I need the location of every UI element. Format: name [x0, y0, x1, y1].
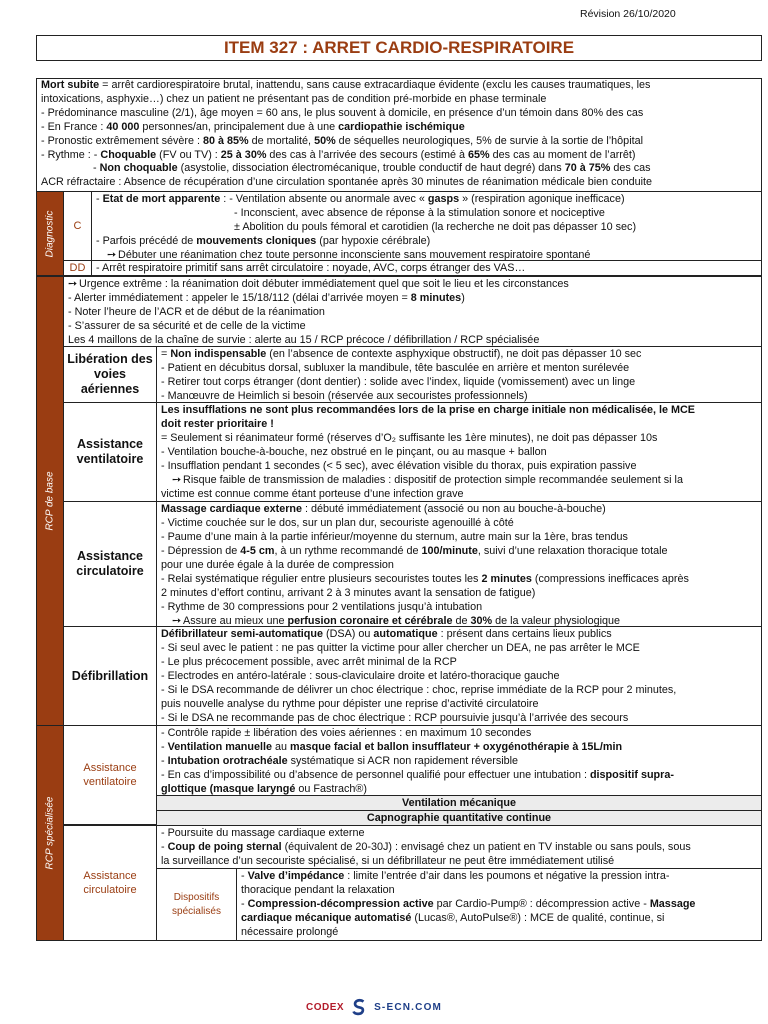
intro-line: - Pronostic extrêmement sévère : 80 à 85% de mortalité, 50% de séquelles neurologiques, 5% de survie à la sortie de l’hôpital: [41, 134, 643, 147]
lva-line: - Retirer tout corps étranger (dont dentier) : solide avec l’index, liquide (vomissement) avec un linge: [161, 376, 636, 388]
disp-line: nécessaire prolongé: [241, 926, 339, 938]
lva-line: = Non indispensable (en l’absence de contexte asphyxique obstructif), ne doit pas dépasser 10 sec: [161, 348, 642, 360]
av-line: Les insufflations ne sont plus recommandées lors de la prise en charge initiale non médicalisée, le MCE: [161, 404, 696, 416]
def-line: - Electrodes en antéro-latérale : sous-claviculaire droite et latéro-thoracique gauche: [161, 670, 560, 682]
def-label: Défibrillation: [63, 626, 157, 726]
av-label: Assistance ventilatoire: [63, 402, 157, 502]
ac-line: - Relai systématique régulier entre plusieurs secouristes toutes les 2 minutes (compressions inefficaces après: [161, 573, 689, 585]
ac-line: - Dépression de 4-5 cm, à un rythme recommandé de 100/minute, suivi d’une relaxation thoracique totale: [161, 545, 668, 557]
ac-line: - Rythme de 30 compressions pour 2 ventilations jusqu’à intubation: [161, 601, 483, 613]
av-line: = Seulement si réanimateur formé (réserves d’O₂ suffisante les 1ère minutes), ne doit pas dépasser 10s: [161, 432, 658, 444]
av-line: ➙ Risque faible de transmission de maladies : dispositif de protection simple recommandée seulement si la: [172, 474, 683, 486]
diag-dd-line: - Arrêt respiratoire primitif sans arrêt circulatoire : noyade, AVC, corps étranger des VAS…: [96, 262, 526, 274]
intro-line: - Prédominance masculine (2/1), âge moyen = 60 ans, le plus souvent à domicile, en présence d’un témoin dans 80% des cas: [41, 106, 644, 119]
section-diagnostic: Diagnostic: [36, 191, 64, 276]
diag-line: - Parfois précédé de mouvements cloniques (par hypoxie cérébrale): [96, 235, 431, 247]
capnographie: Capnographie quantitative continue: [156, 810, 762, 826]
section-rcp-specialisee: RCP spécialisée: [36, 725, 64, 941]
def-content: [156, 626, 762, 726]
base-top-line: - S’assurer de sa sécurité et de celle de la victime: [68, 320, 306, 332]
intro-line: - Non choquable (asystolie, dissociation électromécanique, trouble conductif de haut degré) dans 70 à 75% des cas: [93, 162, 651, 175]
base-top-line: Les 4 maillons de la chaîne de survie : alerte au 15 / RCP précoce / défibrillation / RCP spécialisée: [68, 334, 540, 346]
ac-line: ➙ Assure au mieux une perfusion coronaire et cérébrale de 30% de la valeur physiologique: [172, 615, 620, 627]
spec-ac-line: - Poursuite du massage cardiaque externe: [161, 827, 365, 839]
spec-av-content: [156, 725, 762, 796]
ac-line: 2 minutes d’effort continu, arrivant 2 à 3 minutes avant la sensation de fatigue): [161, 587, 536, 599]
ac-line: - Paume d’une main à la partie inférieur/moyenne du sternum, autre main sur la 1ère, bras tendus: [161, 531, 628, 543]
ac-line: Massage cardiaque externe : débuté immédiatement (associé ou non au bouche-à-bouche): [161, 503, 606, 515]
def-line: - Si le DSA recommande de délivrer un choc électrique : choc, reprise immédiate de la RCP pour 2 minutes,: [161, 684, 677, 696]
dispositifs-content: [236, 868, 762, 941]
disp-line: - Valve d’impédance : limite l’entrée d’air dans les poumons et négative la pression intra-: [241, 870, 670, 882]
spec-av-line: - Ventilation manuelle au masque facial et ballon insufflateur + oxygénothérapie à 15L/min: [161, 741, 623, 753]
av-line: doit rester prioritaire !: [161, 418, 274, 430]
diag-line: ± Abolition du pouls fémoral et carotidien (la recherche ne doit pas dépasser 10 sec): [234, 221, 637, 233]
footer-logo: [306, 998, 442, 1016]
intro-line: - En France : 40 000 personnes/an, principalement due à une cardiopathie ischémique: [41, 120, 465, 133]
spec-av-line: glottique (masque laryngé ou Fastrach®): [161, 783, 367, 795]
def-line: - Si le DSA ne recommande pas de choc électrique : RCP poursuivie jusqu’à l’arrivée des secours: [161, 712, 629, 724]
av-content: [156, 402, 762, 502]
section-rcp-base: RCP de base: [36, 276, 64, 726]
av-line: - Ventilation bouche-à-bouche, nez obstrué en le pinçant, ou au masque + ballon: [161, 446, 547, 458]
av-line: victime est connue comme étant porteuse d’une infection grave: [161, 488, 464, 500]
intro-line: intoxications, asphyxie…) chez un patient ne présentant pas de condition pré-morbide en phase terminale: [41, 92, 547, 105]
diag-line: ➙ Débuter une réanimation chez toute personne inconsciente sans mouvement respiratoire spontané: [107, 249, 591, 261]
spec-av-line: - Intubation orotrachéale systématique si ACR non rapidement réversible: [161, 755, 519, 767]
diag-dd-label: DD: [63, 260, 92, 276]
ac-content: [156, 501, 762, 627]
spec-ac-content: [156, 825, 762, 869]
base-top-line: - Alerter immédiatement : appeler le 15/18/112 (délai d’arrivée moyen = 8 minutes): [68, 292, 465, 304]
lva-line: - Manœuvre de Heimlich si besoin (réservée aux secouristes professionnels): [161, 390, 528, 402]
page-title: ITEM 327 : ARRET CARDIO-RESPIRATOIRE: [36, 35, 762, 61]
def-line: - Le plus précocement possible, avec arrêt minimal de la RCP: [161, 656, 457, 668]
ac-line: - Victime couchée sur le dos, sur un plan dur, secouriste agenouillé à côté: [161, 517, 514, 529]
dispositifs-label: Dispositifs spécialisés: [156, 868, 237, 941]
ventilation-mecanique: Ventilation mécanique: [156, 795, 762, 811]
ac-label: Assistance circulatoire: [63, 501, 157, 627]
def-line: - Si seul avec le patient : ne pas quitter la victime pour aller chercher un DEA, ne pas arrêter le MCE: [161, 642, 640, 654]
diag-dd-content: [91, 260, 762, 276]
s-ecn-logo-icon: [350, 998, 368, 1016]
spec-ac-line: - Coup de poing sternal (équivalent de 20-30J) : envisagé chez un patient en TV instable ou sans pouls, sous: [161, 841, 691, 853]
av-line: - Insufflation pendant 1 secondes (< 5 sec), avec élévation visible du thorax, puis expiration passive: [161, 460, 637, 472]
lva-line: - Patient en décubitus dorsal, subluxer la mandibule, tête basculée en arrière et menton surélevée: [161, 362, 630, 374]
intro-line: Mort subite = arrêt cardiorespiratoire brutal, inattendu, sans cause extracardiaque évidente (exclu les causes traumatiques, les: [41, 79, 651, 91]
base-top-line: - Noter l’heure de l’ACR et de début de la réanimation: [68, 306, 325, 318]
spec-av-label: Assistance ventilatoire: [63, 725, 157, 825]
intro-line: ACR réfractaire : Absence de récupération d’une circulation spontanée après 30 minutes de réanimation médicale bien conduite: [41, 176, 652, 189]
base-top-line: ➙ Urgence extrême : la réanimation doit débuter immédiatement quel que soit le lieu et les circonstances: [68, 278, 569, 290]
base-top: [63, 276, 762, 347]
codex-logo: CODEX: [306, 1001, 345, 1013]
diag-line: - Etat de mort apparente : - Ventilation absente ou anormale avec « gasps » (respiration agonique inefficace): [96, 193, 625, 205]
revision-date: Révision 26/10/2020: [580, 8, 676, 20]
diag-c-label: C: [63, 191, 92, 261]
disp-line: cardiaque mécanique automatisé (Lucas®, AutoPulse®) : MCE de qualité, continue, si: [241, 912, 665, 924]
lva-label: Libération des voies aériennes: [63, 346, 157, 403]
intro-block: [36, 78, 762, 191]
spec-ac-label: Assistance circulatoire: [63, 825, 157, 941]
diag-c-content: [91, 191, 762, 261]
spec-ac-line: la surveillance d’un secouriste spécialisé, si un défibrillateur ne peut être immédiatement utilisé: [161, 855, 615, 867]
disp-line: - Compression-décompression active par Cardio-Pump® : décompression active - Massage: [241, 898, 696, 910]
intro-line: - Rythme : - Choquable (FV ou TV) : 25 à 30% des cas à l’arrivée des secours (estimé à 65% des cas au moment de l’arrêt): [41, 148, 636, 161]
def-line: puis nouvelle analyse du rythme pour dépister une reprise d’activité circulatoire: [161, 698, 539, 710]
diag-line: - Inconscient, avec absence de réponse à la stimulation sonore et nociceptive: [234, 207, 605, 219]
spec-av-line: - En cas d’impossibilité ou d’absence de personnel qualifié pour effectuer une intubation : dispositif supra-: [161, 769, 674, 781]
def-line: Défibrillateur semi-automatique (DSA) ou automatique : présent dans certains lieux publics: [161, 628, 612, 640]
secn-logo: S-ECN.COM: [374, 1001, 443, 1013]
spec-av-line: - Contrôle rapide ± libération des voies aériennes : en maximum 10 secondes: [161, 727, 532, 739]
disp-line: thoracique pendant la relaxation: [241, 884, 395, 896]
lva-content: [156, 346, 762, 403]
ac-line: pour une durée égale à la durée de compression: [161, 559, 394, 571]
